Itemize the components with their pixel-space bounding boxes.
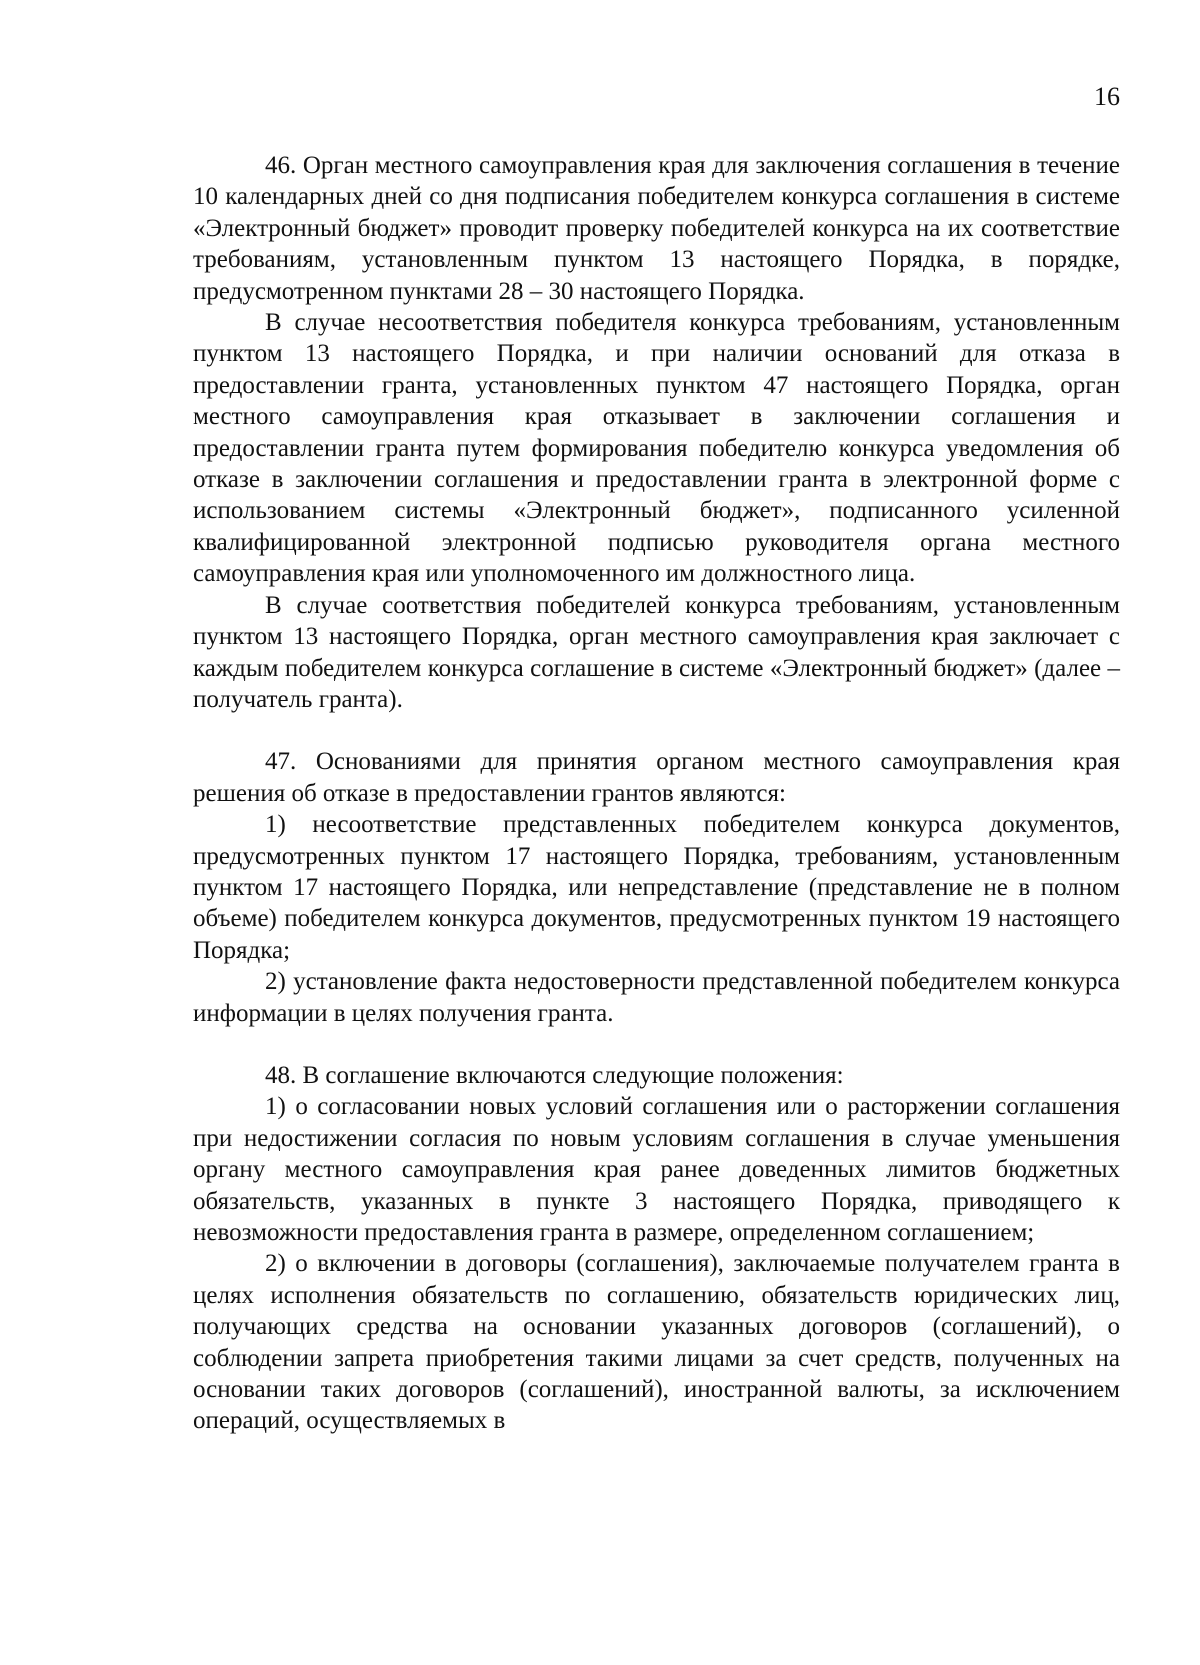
paragraph-46-refusal-case: В случае несоответствия победителя конкурса требованиям, установленным пунктом 13 настоящего Порядка, и при наличии оснований для отказа в предоставлении гранта, установленных пунктом 47 настоящего Порядка, орган местного самоуправления края отказывает в заключении соглашения и предоставлении гранта путем формирования победителю конкурса уведомления об отказе в заключении соглашения и предоставлении гранта в электронной форме с использованием системы «Электронный бюджет», подписанного усиленной квалифицированной электронной подписью руководителя органа местного самоуправления края или уполномоченного им должностного лица.: [193, 309, 1120, 588]
paragraph-48-item-2: 2) о включении в договоры (соглашения), заключаемые получателем гранта в целях исполнения обязательств по соглашению, обязательств юридических лиц, получающих средства на основании указанных договоров (соглашений), о соблюдении запрета приобретения такими лицами за счет средств, полученных на основании таких договоров (соглашений), иностранной валюты, за исключением операций, осуществляемых в: [193, 1250, 1120, 1435]
document-body: [193, 150, 1120, 1437]
paragraph-46: 46. Орган местного самоуправления края для заключения соглашения в течение 10 календарных дней со дня подписания победителем конкурса соглашения в системе «Электронный бюджет» проводит проверку победителей конкурса на их соответствие требованиям, установленным пунктом 13 настоящего Порядка, в порядке, предусмотренном пунктами 28 – 30 настоящего Порядка.: [193, 152, 1120, 305]
page-number: 16: [1094, 82, 1120, 111]
paragraph-48: 48. В соглашение включаются следующие положения:: [265, 1061, 844, 1089]
paragraph-46-compliance-case: В случае соответствия победителей конкурса требованиям, установленным пунктом 13 настоящего Порядка, орган местного самоуправления края заключает с каждым победителем конкурса соглашение в системе «Электронный бюджет» (далее – получатель гранта).: [193, 591, 1120, 713]
paragraph-47: 47. Основаниями для принятия органом местного самоуправления края решения об отказе в предоставлении грантов являются:: [193, 748, 1120, 807]
paragraph-47-item-1: 1) несоответствие представленных победителем конкурса документов, предусмотренных пунктом 17 настоящего Порядка, требованиям, установленным пунктом 17 настоящего Порядка, или непредставление (представление не в полном объеме) победителем конкурса документов, предусмотренных пунктом 19 настоящего Порядка;: [193, 811, 1120, 964]
paragraph-47-item-2: 2) установление факта недостоверности представленной победителем конкурса информации в целях получения гранта.: [193, 968, 1120, 1027]
paragraph-48-item-1: 1) о согласовании новых условий соглашения или о расторжении соглашения при недостижении согласия по новым условиям соглашения в случае уменьшения органу местного самоуправления края ранее доведенных лимитов бюджетных обязательств, указанных в пункте 3 настоящего Порядка, приводящего к невозможности предоставления гранта в размере, определенном соглашением;: [193, 1093, 1120, 1246]
